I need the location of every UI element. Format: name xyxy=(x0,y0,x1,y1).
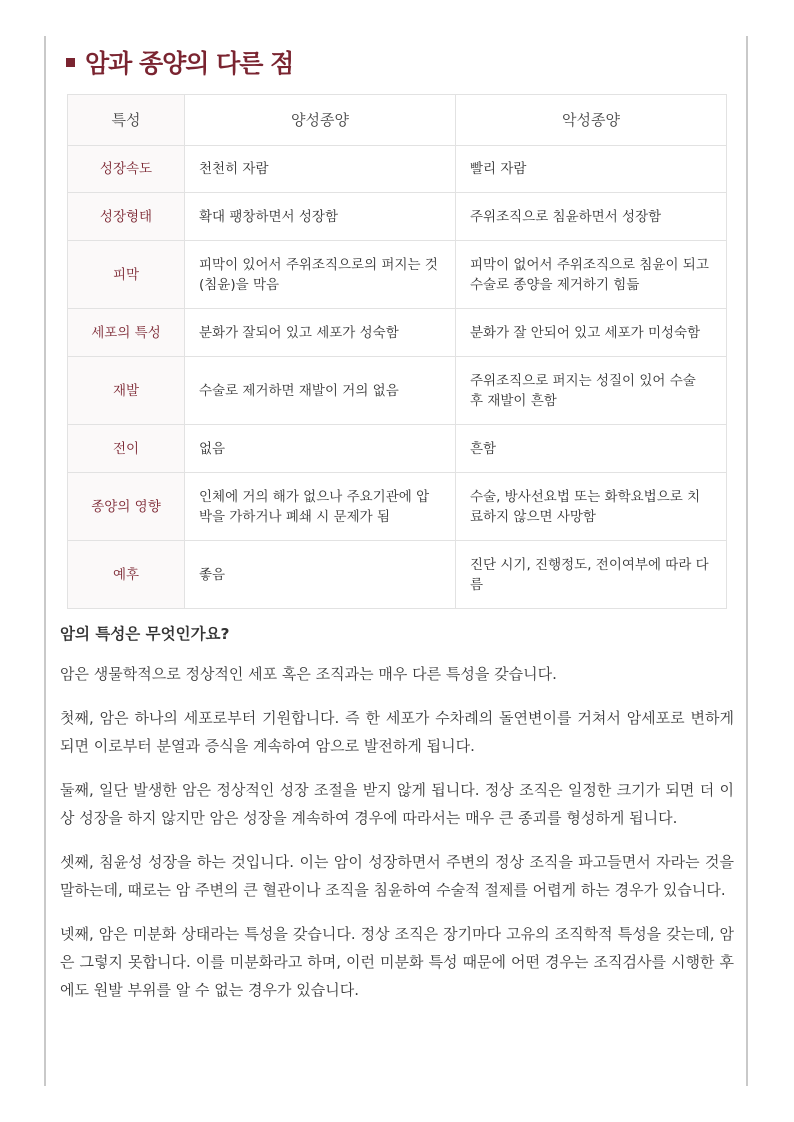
benign-cell: 피막이 있어서 주위조직으로의 퍼지는 것(침윤)을 막음 xyxy=(185,241,456,309)
section-heading: 암의 특성은 무엇인가요? xyxy=(60,625,230,643)
row-label: 세포의 특성 xyxy=(68,309,185,357)
paragraph: 첫째, 암은 하나의 세포로부터 기원합니다. 즉 한 세포가 수차례의 돌연변이를 거쳐서 암세포로 변하게 되면 이로부터 분열과 증식을 계속하여 암으로 발전하게 됩니다. xyxy=(60,709,734,755)
row-label: 재발 xyxy=(68,357,185,425)
page-title xyxy=(66,44,293,80)
paragraph: 암은 생물학적으로 정상적인 세포 혹은 조직과는 매우 다른 특성을 갖습니다. xyxy=(60,665,557,683)
table-row xyxy=(68,309,727,357)
row-label: 성장속도 xyxy=(68,146,185,193)
malignant-cell: 분화가 잘 안되어 있고 세포가 미성숙함 xyxy=(456,309,727,357)
table-row xyxy=(68,241,727,309)
table-row xyxy=(68,473,727,541)
table-row xyxy=(68,541,727,609)
table-header-row xyxy=(68,95,727,146)
row-label: 성장형태 xyxy=(68,193,185,241)
header-characteristic: 특성 xyxy=(68,95,185,146)
header-malignant: 악성종양 xyxy=(456,95,727,146)
malignant-cell: 주위조직으로 침윤하면서 성장함 xyxy=(456,193,727,241)
comparison-table xyxy=(67,94,727,609)
row-label: 전이 xyxy=(68,425,185,473)
malignant-cell: 주위조직으로 퍼지는 성질이 있어 수술 후 재발이 흔함 xyxy=(456,357,727,425)
benign-cell: 천천히 자람 xyxy=(185,146,456,193)
row-label: 피막 xyxy=(68,241,185,309)
right-margin-line xyxy=(746,36,748,1086)
benign-cell: 없음 xyxy=(185,425,456,473)
malignant-cell: 흔함 xyxy=(456,425,727,473)
benign-cell: 확대 팽창하면서 성장함 xyxy=(185,193,456,241)
row-label: 예후 xyxy=(68,541,185,609)
square-bullet-icon xyxy=(66,58,75,67)
malignant-cell: 수술, 방사선요법 또는 화학요법으로 치료하지 않으면 사망함 xyxy=(456,473,727,541)
table-row xyxy=(68,357,727,425)
row-label: 종양의 영향 xyxy=(68,473,185,541)
header-benign: 양성종양 xyxy=(185,95,456,146)
benign-cell: 수술로 제거하면 재발이 거의 없음 xyxy=(185,357,456,425)
malignant-cell: 피막이 없어서 주위조직으로 침윤이 되고 수술로 종양을 제거하기 힘듦 xyxy=(456,241,727,309)
malignant-cell: 진단 시기, 진행정도, 전이여부에 따라 다름 xyxy=(456,541,727,609)
benign-cell: 분화가 잘되어 있고 세포가 성숙함 xyxy=(185,309,456,357)
table-row xyxy=(68,146,727,193)
paragraph: 셋째, 침윤성 성장을 하는 것입니다. 이는 암이 성장하면서 주변의 정상 조직을 파고들면서 자라는 것을 말하는데, 때로는 암 주변의 큰 혈관이나 조직을 침윤하여 수술적 절제를 어렵게 하는 경우가 있습니다. xyxy=(60,853,734,899)
malignant-cell: 빨리 자람 xyxy=(456,146,727,193)
table-row xyxy=(68,425,727,473)
page-title-text: 암과 종양의 다른 점 xyxy=(85,49,294,78)
benign-cell: 좋음 xyxy=(185,541,456,609)
paragraph: 둘째, 일단 발생한 암은 정상적인 성장 조절을 받지 않게 됩니다. 정상 조직은 일정한 크기가 되면 더 이상 성장을 하지 않지만 암은 성장을 계속하여 경우에 따라서는 매우 큰 종괴를 형성하게 됩니다. xyxy=(60,781,734,827)
paragraph: 넷째, 암은 미분화 상태라는 특성을 갖습니다. 정상 조직은 장기마다 고유의 조직학적 특성을 갖는데, 암은 그렇지 못합니다. 이를 미분화라고 하며, 이런 미분화 특성 때문에 어떤 경우는 조직검사를 시행한 후에도 원발 부위를 알 수 없는 경우가 있습니다. xyxy=(60,925,734,999)
left-margin-line xyxy=(44,36,46,1086)
table-row xyxy=(68,193,727,241)
cancer-characteristics-section xyxy=(60,622,734,1020)
benign-cell: 인체에 거의 해가 없으나 주요기관에 압박을 가하거나 폐쇄 시 문제가 됨 xyxy=(185,473,456,541)
